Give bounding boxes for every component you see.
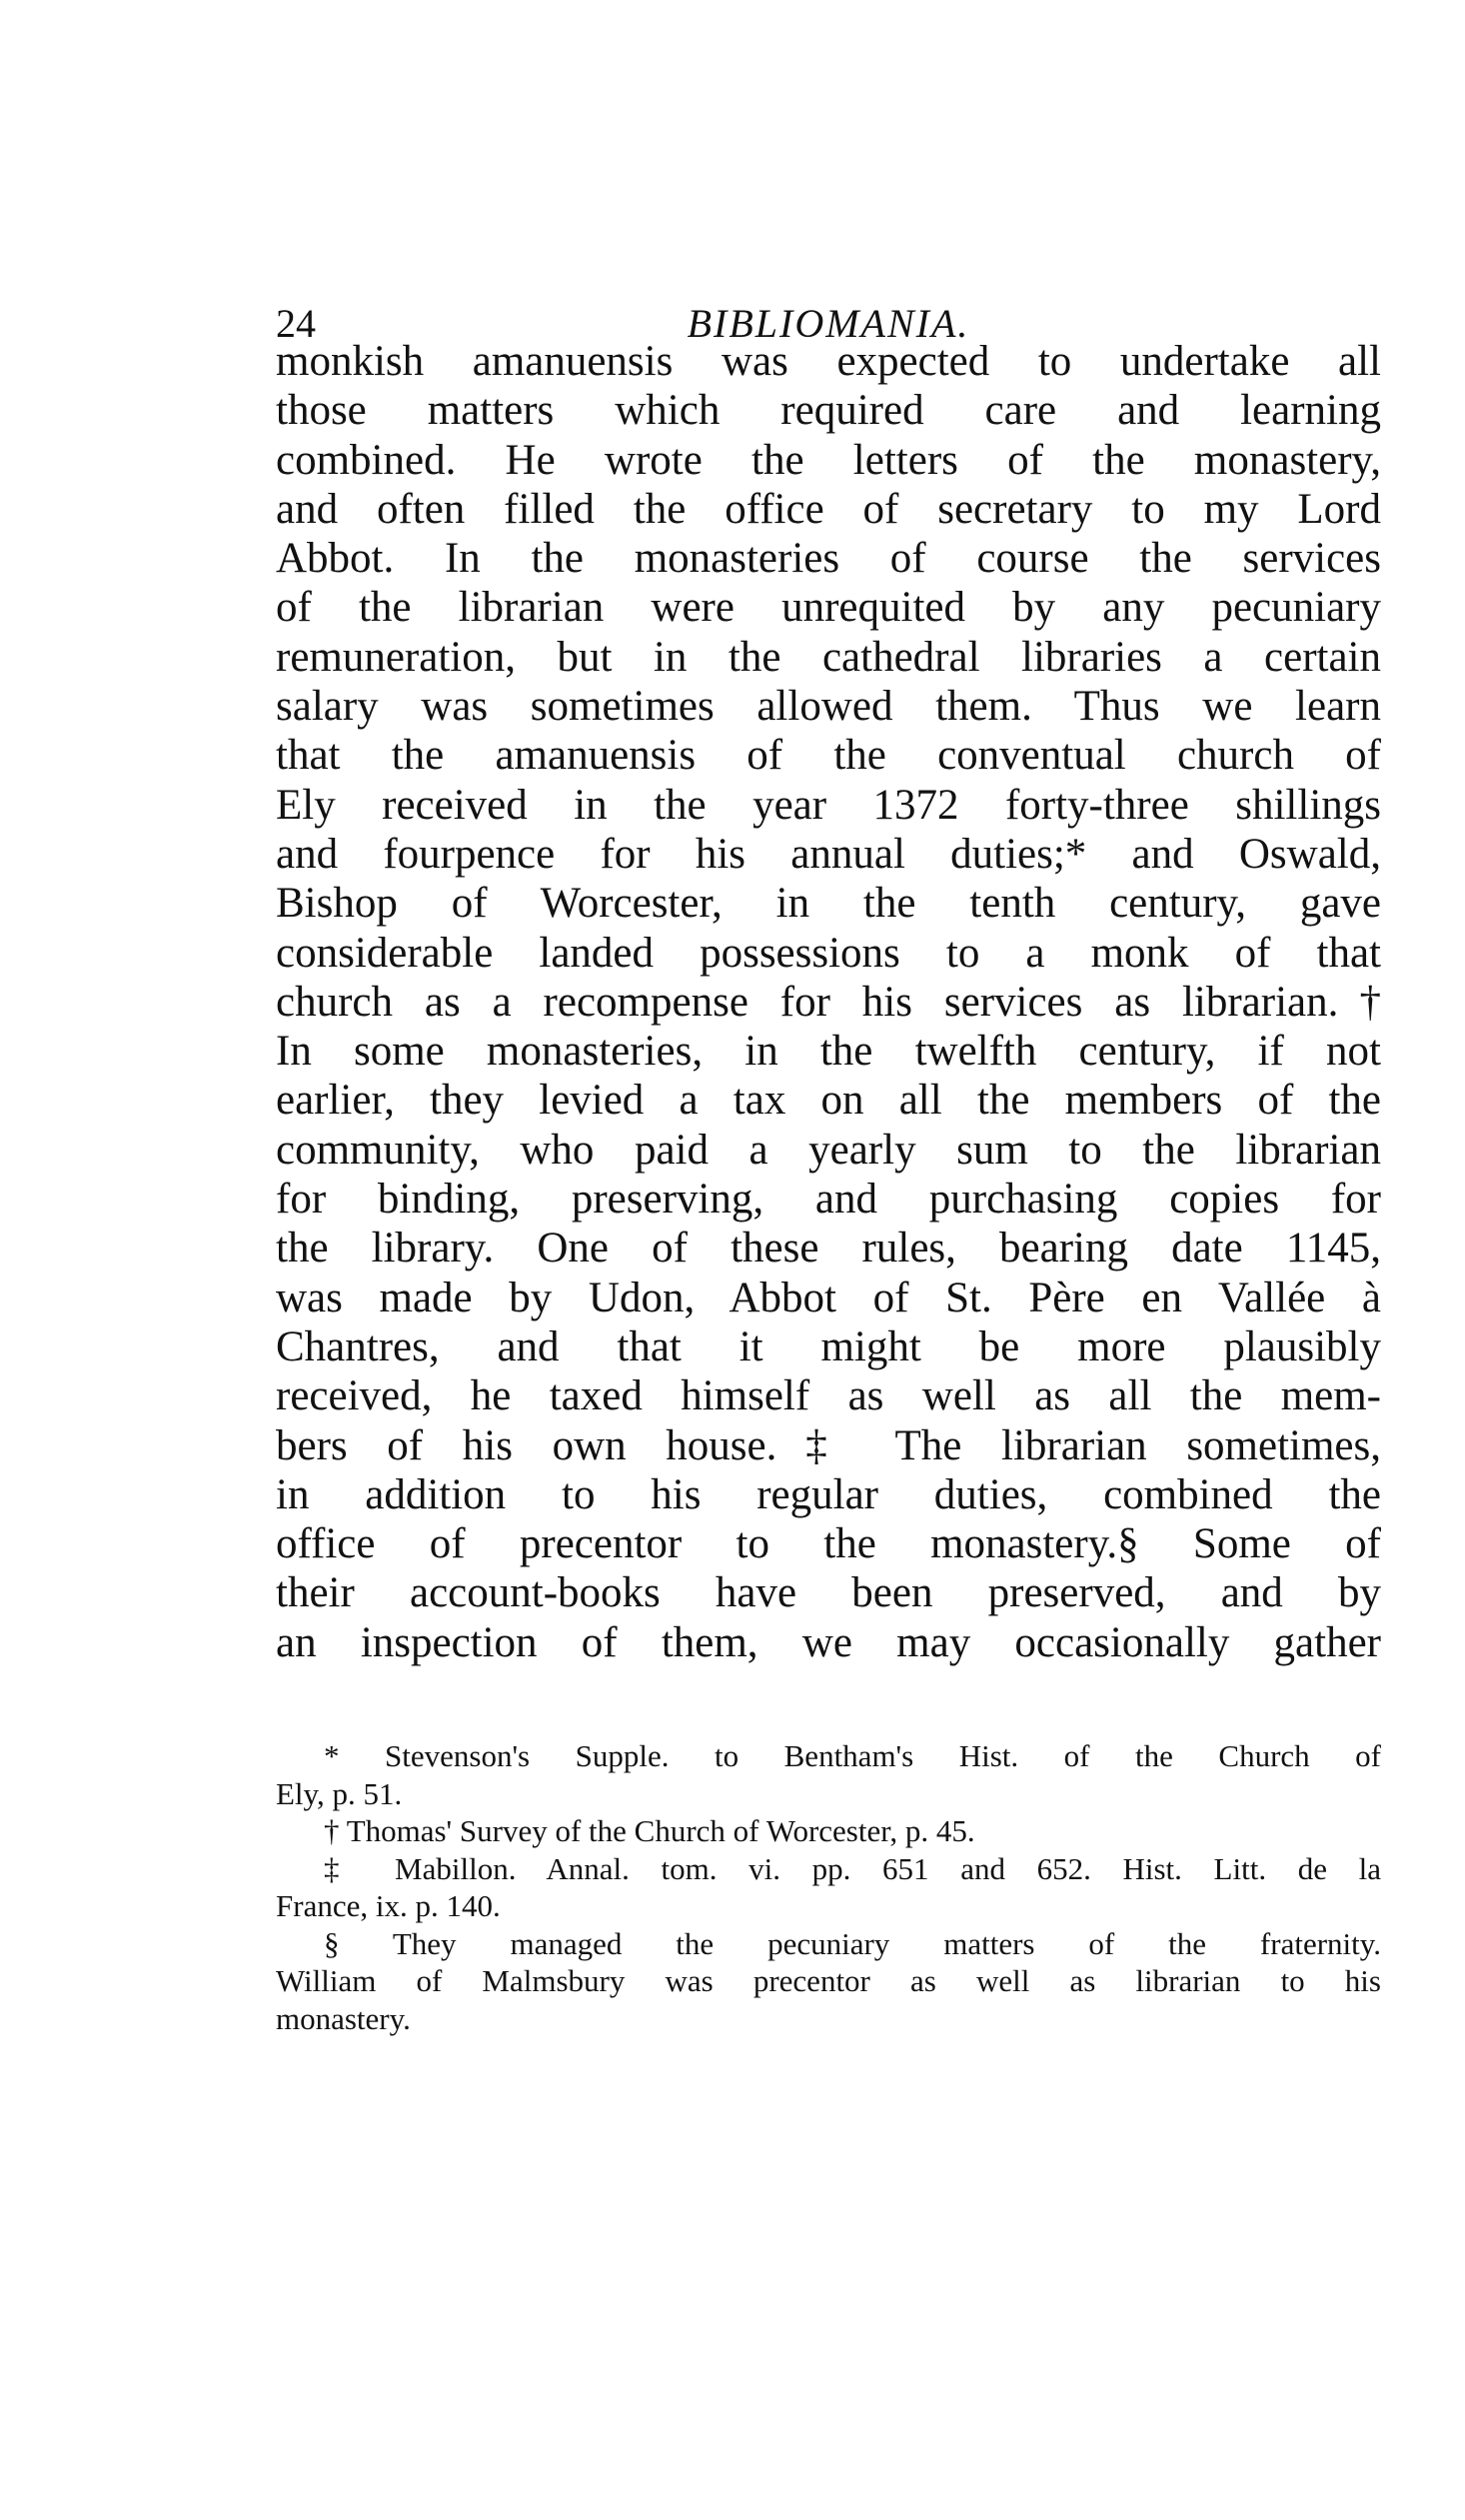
text-line: an inspection of them, we may occasionally gather bbox=[276, 1618, 1381, 1666]
text-line: monkish amanuensis was expected to undertake all bbox=[276, 338, 1381, 385]
footnote bbox=[276, 1925, 1381, 2038]
footnote-line: William of Malmsbury was precentor as well as librarian to his bbox=[276, 1963, 1381, 1998]
text-line: was made by Udon, Abbot of St. Père en Vallée à bbox=[276, 1273, 1381, 1321]
footnote-line: * Stevenson's Supple. to Bentham's Hist. of the Church of bbox=[324, 1738, 1381, 1773]
text-line: In some monasteries, in the twelfth century, if not bbox=[276, 1028, 1381, 1076]
text-line: and fourpence for his annual duties;* and Oswald, bbox=[276, 830, 1381, 878]
text-line: considerable landed possessions to a monk of that bbox=[276, 929, 1381, 977]
text-line: of the librarian were unrequited by any pecuniary bbox=[276, 584, 1381, 632]
text-line: their account-books have been preserved, and by bbox=[276, 1569, 1381, 1617]
page-number: 24 bbox=[276, 301, 316, 346]
footnote bbox=[276, 1812, 1381, 1850]
text-line: combined. He wrote the letters of the monastery, bbox=[276, 436, 1381, 484]
text-line: community, who paid a yearly sum to the librarian bbox=[276, 1126, 1381, 1174]
text-line: that the amanuensis of the conventual church of bbox=[276, 732, 1381, 780]
footnote-line: France, ix. p. 140. bbox=[276, 1888, 501, 1923]
text-line: for binding, preserving, and purchasing copies for bbox=[276, 1176, 1381, 1224]
footnote bbox=[276, 1737, 1381, 1812]
text-line: Bishop of Worcester, in the tenth century, gave bbox=[276, 880, 1381, 928]
running-title: BIBLIOMANIA. bbox=[687, 301, 970, 346]
text-line: received, he taxed himself as well as all the mem- bbox=[276, 1372, 1381, 1420]
body-text bbox=[276, 337, 1381, 1667]
footnote-line: ‡ Mabillon. Annal. tom. vi. pp. 651 and 652. Hist. Litt. de la bbox=[324, 1850, 1381, 1886]
text-line: Chantres, and that it might be more plausibly bbox=[276, 1322, 1381, 1370]
text-line: salary was sometimes allowed them. Thus we learn bbox=[276, 683, 1381, 731]
footnotes bbox=[276, 1737, 1381, 2037]
text-line: those matters which required care and learning bbox=[276, 387, 1381, 435]
text-line: remuneration, but in the cathedral libraries a certain bbox=[276, 633, 1381, 681]
text-line: Ely received in the year 1372 forty-three shillings bbox=[276, 781, 1381, 829]
footnote bbox=[276, 1850, 1381, 1925]
footnote-line: † Thomas' Survey of the Church of Worcester, p. 45. bbox=[324, 1813, 975, 1848]
text-line: and often filled the office of secretary to my Lord bbox=[276, 485, 1381, 533]
text-line: bers of his own house.‡ The librarian sometimes, bbox=[276, 1421, 1381, 1469]
text-line: office of precentor to the monastery.§ Some of bbox=[276, 1520, 1381, 1568]
text-line: church as a recompense for his services as librarian.† bbox=[276, 978, 1381, 1026]
footnote-line: monastery. bbox=[276, 2000, 411, 2036]
text-line: earlier, they levied a tax on all the members of the bbox=[276, 1077, 1381, 1125]
footnote-line: § They managed the pecuniary matters of the fraternity. bbox=[324, 1925, 1381, 1961]
footnote-line: Ely, p. 51. bbox=[276, 1775, 403, 1811]
text-line: the library. One of these rules, bearing date 1145, bbox=[276, 1225, 1381, 1272]
text-line: in addition to his regular duties, combined the bbox=[276, 1470, 1381, 1518]
text-line: Abbot. In the monasteries of course the services bbox=[276, 535, 1381, 583]
